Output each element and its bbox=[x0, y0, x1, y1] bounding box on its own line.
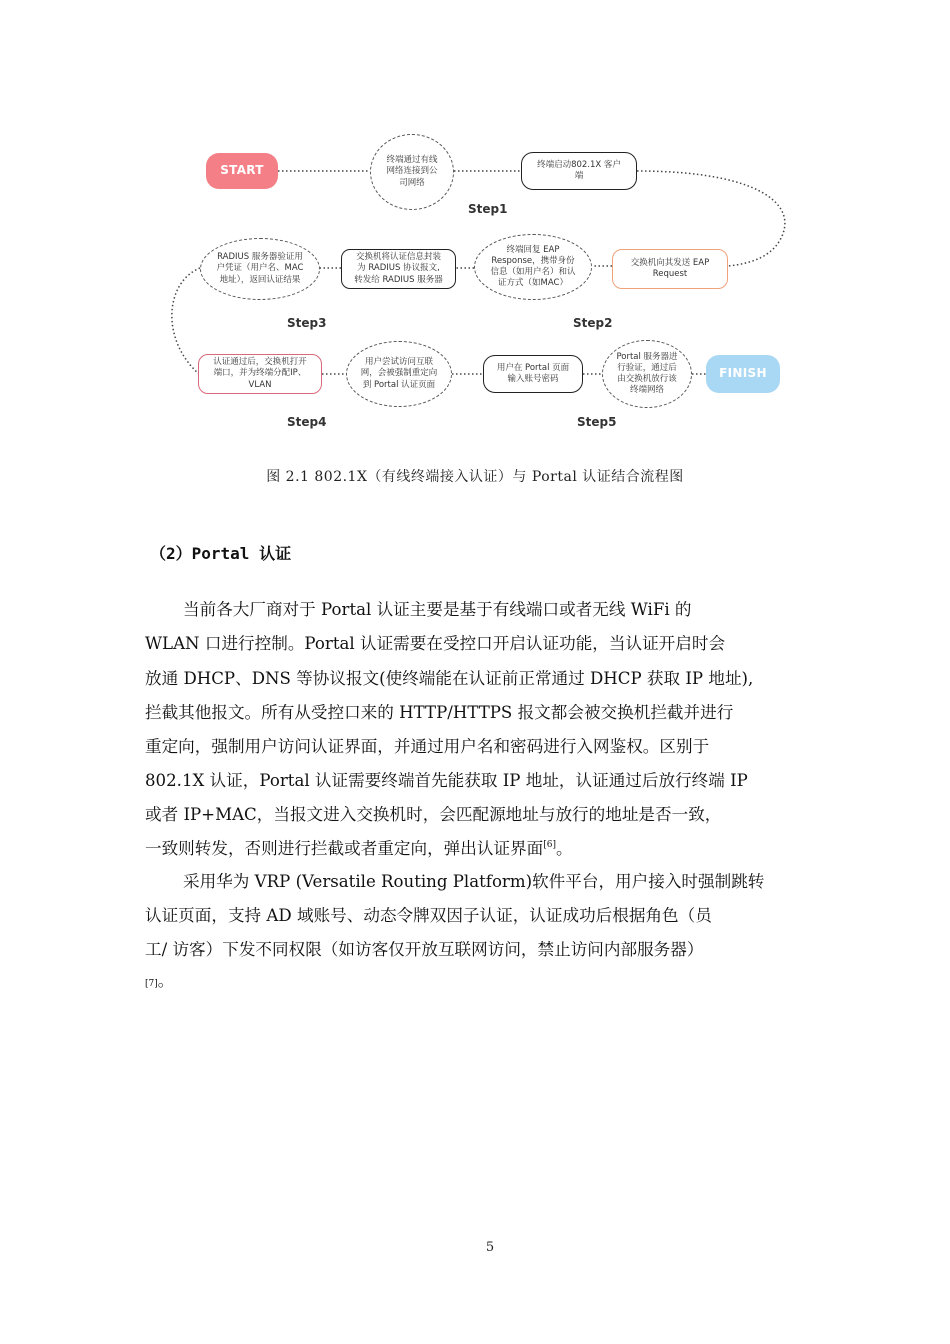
node-text: 户凭证（用户名、MAC bbox=[216, 263, 304, 274]
node-start-client bbox=[521, 152, 637, 190]
paragraph-line: 拦截其他报文。所有从受控口来的 HTTP/HTTPS 报文都会被交换机拦截并进行 bbox=[145, 703, 734, 722]
node-text: 到 Portal 认证页面 bbox=[362, 379, 436, 390]
node-radius-verify bbox=[200, 238, 320, 300]
node-text: Request bbox=[652, 269, 688, 279]
node-eap-request bbox=[612, 249, 728, 289]
citation-ref: [6] bbox=[543, 840, 556, 850]
step-label-4: Step4 bbox=[287, 415, 327, 429]
node-text: 用户在 Portal 页面 bbox=[496, 362, 570, 373]
node-text: 网，会被强制重定向 bbox=[360, 368, 438, 379]
paragraph-line: 采用华为 VRP (Versatile Routing Platform)软件平台，用户接入时强制跳转 bbox=[183, 872, 765, 891]
paragraph-line: 工/ 访客）下发不同权限（如访客仅开放互联网访问，禁止访问内部服务器） bbox=[145, 940, 704, 959]
step-label-3: Step3 bbox=[287, 316, 327, 330]
node-text: 司网络 bbox=[399, 177, 425, 188]
node-text: 由交换机放行该 bbox=[617, 374, 677, 384]
paragraph-end: 。 bbox=[157, 971, 174, 990]
paragraph-line-last bbox=[145, 968, 174, 991]
page-number: 5 bbox=[485, 1240, 495, 1255]
paragraph-line: 或者 IP+MAC，当报文进入交换机时，会匹配源地址与放行的地址是否一致， bbox=[145, 805, 722, 824]
node-text: 地址），返回认证结果 bbox=[219, 274, 301, 285]
node-text: 为 RADIUS 协议报文, bbox=[357, 263, 440, 274]
figure-caption: 图 2.1 802.1X（有线终端接入认证）与 Portal 认证结合流程图 bbox=[266, 469, 684, 485]
start-node: START bbox=[206, 153, 278, 189]
node-text: 交换机将认证信息封装 bbox=[355, 252, 441, 263]
citation-ref: [7] bbox=[145, 979, 158, 989]
step-label-2: Step2 bbox=[573, 316, 613, 330]
node-text: 输入账号密码 bbox=[507, 374, 559, 384]
node-redirect-portal bbox=[346, 341, 452, 407]
node-text: 网络连接到公 bbox=[386, 166, 438, 177]
flow-diagram bbox=[0, 0, 950, 440]
node-text: 终端通过有线 bbox=[386, 155, 438, 166]
paragraph-line: 认证页面，支持 AD 域账号、动态令牌双因子认证，认证成功后根据角色（员 bbox=[145, 906, 712, 925]
node-text: 转发给 RADIUS 服务器 bbox=[354, 274, 443, 285]
node-text: 证方式（如MAC） bbox=[498, 278, 568, 289]
step-label-1: Step1 bbox=[468, 202, 508, 216]
node-text: Response，携带身份 bbox=[491, 255, 575, 266]
node-text: Portal 服务器进 bbox=[616, 351, 678, 362]
paragraph-text: 一致则转发，否则进行拦截或者重定向，弹出认证界面 bbox=[145, 839, 544, 858]
paragraph-line: 802.1X 认证，Portal 认证需要终端首先能获取 IP 地址，认证通过后放行终端 IP bbox=[145, 771, 748, 790]
node-text: 端口，并为终端分配IP、 bbox=[213, 368, 307, 379]
node-text: 端 bbox=[574, 171, 584, 181]
paragraph-line: 放通 DHCP、DNS 等协议报文(使终端能在认证前正常通过 DHCP 获取 IP 地址), bbox=[145, 669, 754, 688]
paragraph-line: 重定向，强制用户访问认证界面，并通过用户名和密码进行入网鉴权。区别于 bbox=[145, 737, 710, 756]
paragraph-end: 。 bbox=[556, 839, 573, 858]
finish-node: FINISH bbox=[706, 355, 780, 393]
diagram-connectors bbox=[0, 0, 950, 440]
paragraph-line-last bbox=[145, 835, 573, 859]
node-text: 终端回复 EAP bbox=[506, 244, 560, 255]
node-text: 信息（如用户名）和认 bbox=[490, 267, 576, 277]
node-text: 行验证，通过后 bbox=[617, 362, 677, 373]
paragraph-line: 当前各大厂商对于 Portal 认证主要是基于有线端口或者无线 WiFi 的 bbox=[183, 600, 692, 619]
connector-n6-n7 bbox=[172, 268, 200, 375]
node-enter-credentials bbox=[483, 355, 583, 393]
node-text: VLAN bbox=[248, 379, 272, 390]
node-text: 交换机向其发送 EAP bbox=[630, 257, 710, 268]
node-portal-verify bbox=[602, 340, 692, 408]
step-label-5: Step5 bbox=[577, 415, 617, 429]
node-switch-forward-radius bbox=[341, 249, 456, 289]
node-text: 终端网络 bbox=[629, 385, 664, 396]
node-text: 认证通过后，交换机打开 bbox=[213, 357, 307, 368]
node-port-open-assign-ip bbox=[198, 354, 322, 394]
node-connect-network bbox=[370, 134, 454, 210]
section-heading: （2）Portal 认证 bbox=[150, 544, 292, 563]
node-text: 终端启动802.1X 客户 bbox=[537, 159, 621, 170]
paragraph-line: WLAN 口进行控制。Portal 认证需要在受控口开启认证功能，当认证开启时会 bbox=[145, 634, 726, 653]
node-text: 用户尝试访问互联 bbox=[364, 357, 433, 368]
node-text: RADIUS 服务器验证用 bbox=[217, 252, 303, 263]
node-eap-response bbox=[474, 234, 592, 300]
